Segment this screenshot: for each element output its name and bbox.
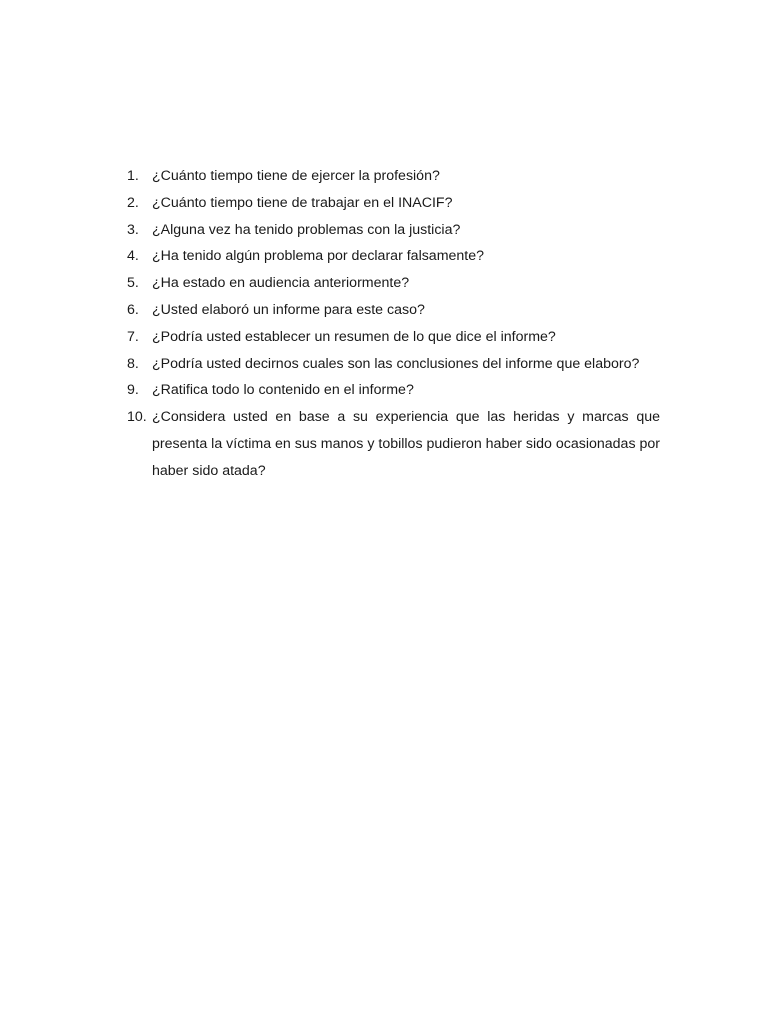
question-item-1 (127, 163, 660, 190)
question-item-5 (127, 270, 660, 297)
question-text: ¿Ha estado en audiencia anteriormente? (152, 275, 410, 292)
question-text: ¿Ratifica todo lo contenido en el informe? (152, 382, 414, 399)
question-text: ¿Considera usted en base a su experiencia que las heridas y marcas que presenta la víctima en sus manos y tobillos pudieron haber sido ocasionadas por haber sido atada? (152, 409, 660, 479)
question-number: 3. (127, 221, 139, 238)
question-text: ¿Podría usted establecer un resumen de lo que dice el informe? (152, 328, 556, 345)
question-item-4 (127, 243, 660, 270)
question-number: 6. (127, 301, 139, 318)
question-item-8 (127, 351, 660, 378)
question-number: 9. (127, 382, 139, 399)
question-number: 5. (127, 275, 139, 292)
question-number: 1. (127, 168, 139, 184)
question-number: 4. (127, 248, 139, 265)
question-number: 7. (127, 328, 139, 345)
question-item-7 (127, 324, 660, 351)
question-list (127, 163, 660, 485)
question-item-10 (127, 404, 660, 484)
question-item-2 (127, 190, 660, 217)
question-number: 2. (127, 194, 139, 211)
question-item-3 (127, 217, 660, 244)
question-number: 8. (127, 355, 139, 372)
question-number: 10. (127, 409, 147, 426)
question-item-9 (127, 377, 660, 404)
question-text: ¿Cuánto tiempo tiene de ejercer la profesión? (152, 168, 440, 184)
question-text: ¿Alguna vez ha tenido problemas con la justicia? (152, 221, 461, 238)
question-text: ¿Ha tenido algún problema por declarar falsamente? (152, 248, 485, 265)
question-text: ¿Usted elaboró un informe para este caso? (152, 301, 425, 318)
question-text: ¿Podría usted decirnos cuales son las conclusiones del informe que elaboro? (152, 355, 640, 372)
question-text: ¿Cuánto tiempo tiene de trabajar en el INACIF? (152, 194, 453, 211)
question-item-6 (127, 297, 660, 324)
